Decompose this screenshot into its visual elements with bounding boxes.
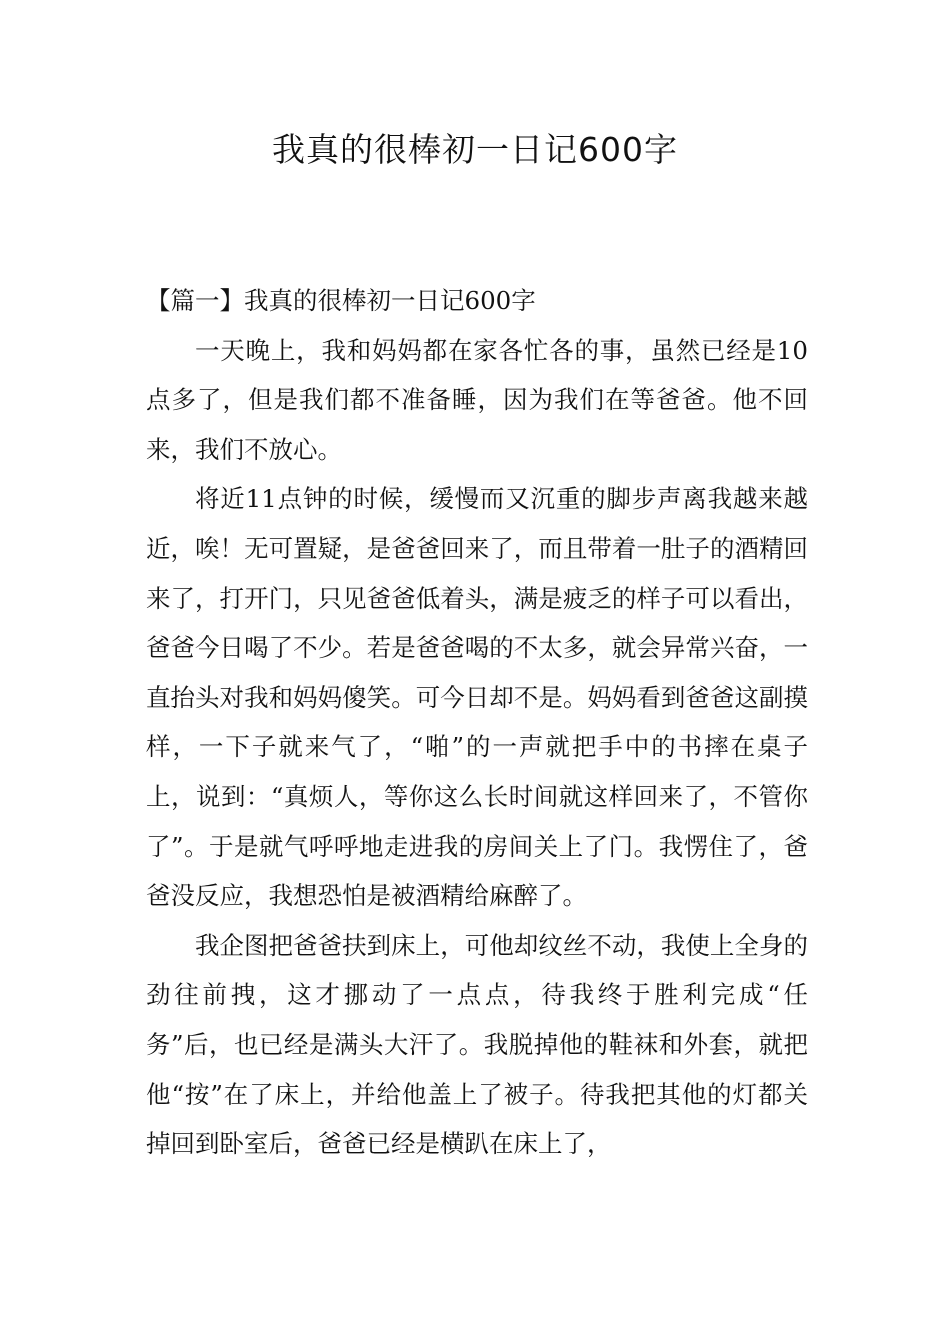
paragraph-1: 一天晚上，我和妈妈都在家各忙各的事，虽然已经是10点多了，但是我们都不准备睡，因为我们在等爸爸。他不回来，我们不放心。 xyxy=(146,335,808,464)
paragraph-2: 将近11点钟的时候，缓慢而又沉重的脚步声离我越来越近，唉！无可置疑，是爸爸回来了，而且带着一肚子的酒精回来了，打开门，只见爸爸低着头，满是疲乏的样子可以看出，爸爸今日喝了不少。若是爸爸喝的不太多，就会异常兴奋，一直抬头对我和妈妈傻笑。可今日却不是。妈妈看到爸爸这副摸样，一下子就来气了，“啪”的一声就把手中的书摔在桌子上，说到：“真烦人，等你这么长时间就这样回来了，不管你了”。于是就气呼呼地走进我的房间关上了门。我愣住了，爸爸没反应，我想恐怕是被酒精给麻醉了。 xyxy=(146,484,808,911)
document-title: 我真的很棒初一日记600字 xyxy=(272,130,678,169)
document-body xyxy=(146,276,808,1169)
paragraph-3: 我企图把爸爸扶到床上，可他却纹丝不动，我使上全身的劲往前拽，这才挪动了一点点，待我终于胜利完成“任务”后，也已经是满头大汗了。我脱掉他的鞋袜和外套，就把他“按”在了床上，并给他盖上了被子。待我把其他的灯都关掉回到卧室后，爸爸已经是横趴在床上了， xyxy=(146,930,808,1159)
section-heading: 【篇一】我真的很棒初一日记600字 xyxy=(146,286,536,315)
